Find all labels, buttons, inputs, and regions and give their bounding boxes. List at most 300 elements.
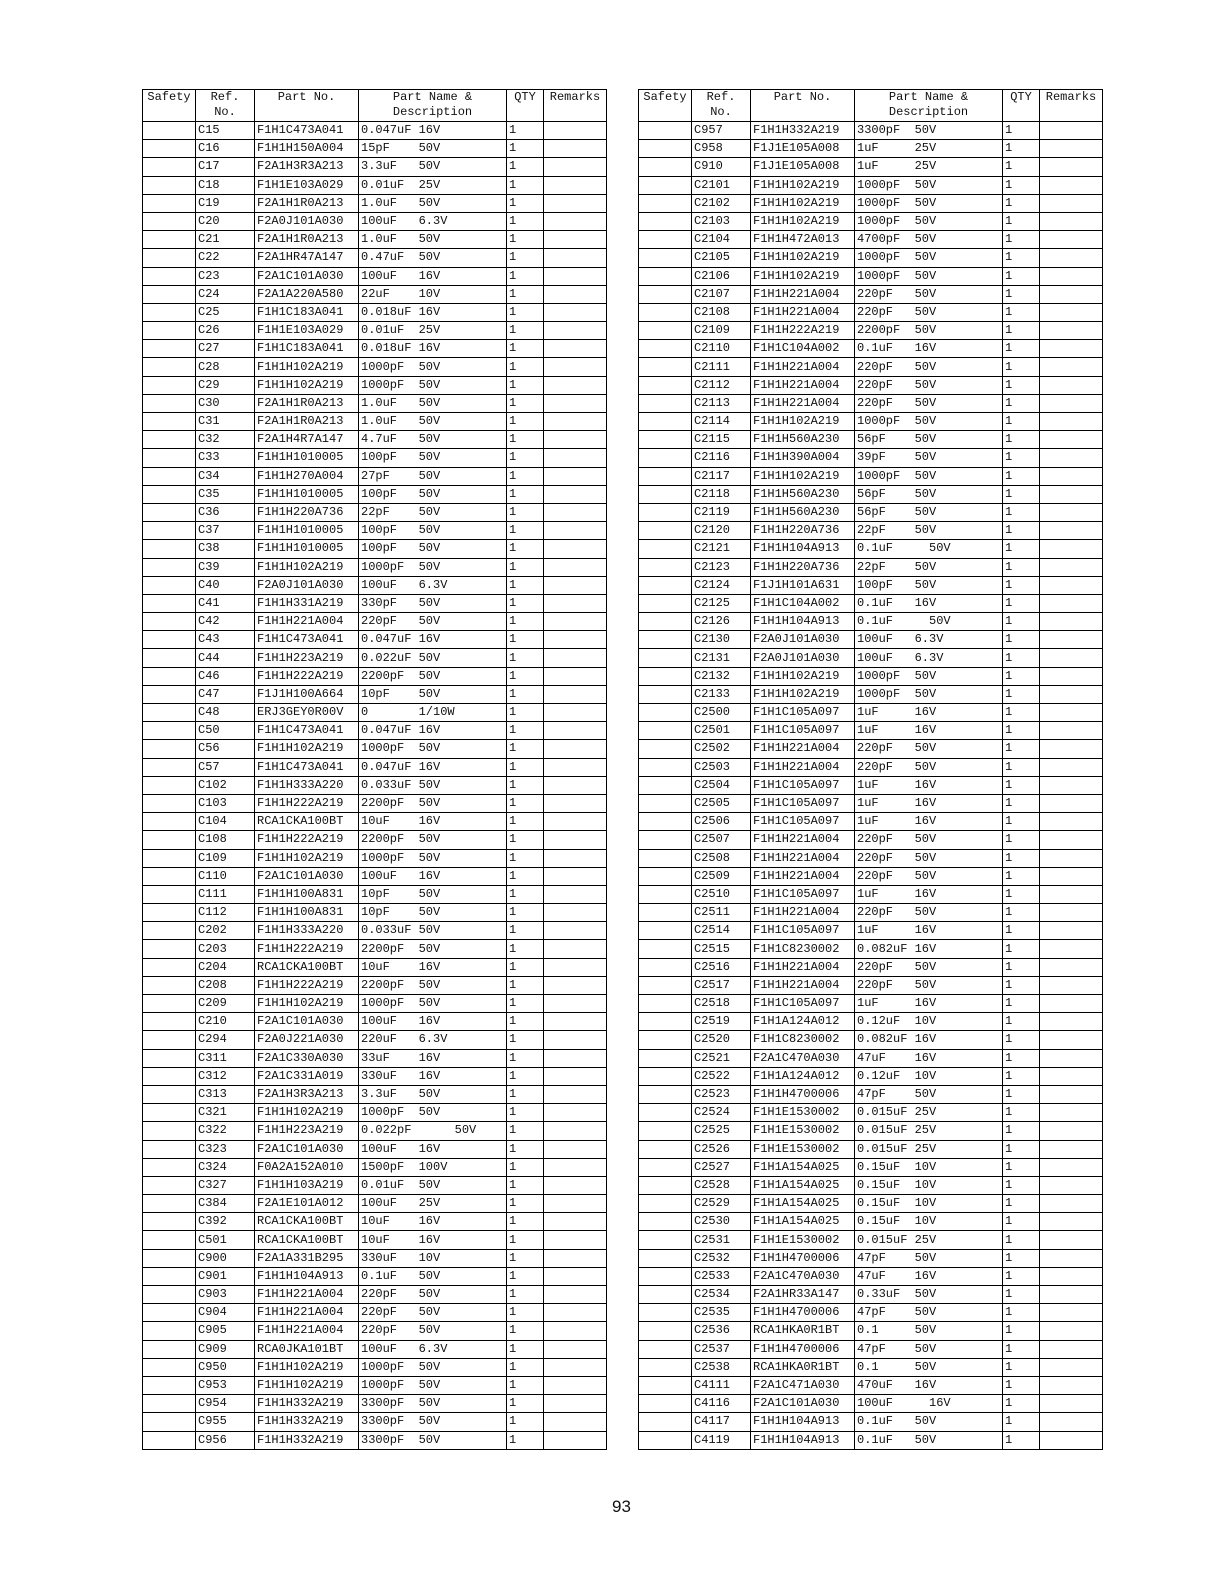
cell-part-name: 3300pF 50V <box>359 1413 507 1431</box>
cell-ref-no: C2104 <box>692 231 751 249</box>
cell-qty: 1 <box>1003 794 1040 812</box>
cell-part-name: 0.15uF 10V <box>855 1213 1003 1231</box>
cell-part-no: F1H1H332A219 <box>255 1431 359 1449</box>
cell-part-no: F1H1H221A004 <box>751 358 855 376</box>
cell-part-no: F1H1H102A219 <box>255 1104 359 1122</box>
cell-ref-no: C18 <box>196 176 255 194</box>
cell-ref-no: C392 <box>196 1213 255 1231</box>
cell-part-name: 1.0uF 50V <box>359 231 507 249</box>
cell-safety <box>143 1358 196 1376</box>
header-part-name: Part Name & Description <box>359 90 507 122</box>
table-row <box>143 1140 607 1158</box>
table-row <box>639 413 1103 431</box>
cell-remarks <box>1040 704 1103 722</box>
cell-part-name: 220pF 50V <box>855 758 1003 776</box>
cell-part-no: F2A1H1R0A213 <box>255 231 359 249</box>
cell-qty: 1 <box>1003 685 1040 703</box>
cell-ref-no: C324 <box>196 1158 255 1176</box>
cell-part-name: 47pF 50V <box>855 1249 1003 1267</box>
cell-part-no: F1H1H333A220 <box>255 776 359 794</box>
cell-part-name: 220pF 50V <box>855 976 1003 994</box>
cell-remarks <box>1040 867 1103 885</box>
cell-remarks <box>1040 758 1103 776</box>
cell-qty: 1 <box>1003 467 1040 485</box>
cell-ref-no: C322 <box>196 1122 255 1140</box>
cell-remarks <box>544 1322 607 1340</box>
cell-ref-no: C2507 <box>692 831 751 849</box>
cell-part-name: 100uF 6.3V <box>359 1340 507 1358</box>
cell-ref-no: C27 <box>196 340 255 358</box>
cell-remarks <box>544 1304 607 1322</box>
cell-qty: 1 <box>507 667 544 685</box>
cell-safety <box>143 976 196 994</box>
cell-remarks <box>1040 231 1103 249</box>
table-row <box>639 249 1103 267</box>
table-row <box>143 1195 607 1213</box>
cell-ref-no: C327 <box>196 1176 255 1194</box>
cell-ref-no: C2107 <box>692 285 751 303</box>
table-row <box>639 1013 1103 1031</box>
cell-qty: 1 <box>507 1431 544 1449</box>
cell-part-no: F1H1C105A097 <box>751 776 855 794</box>
cell-ref-no: C2529 <box>692 1195 751 1213</box>
cell-remarks <box>1040 576 1103 594</box>
cell-ref-no: C311 <box>196 1049 255 1067</box>
cell-part-name: 220pF 50V <box>359 1304 507 1322</box>
cell-part-name: 100pF 50V <box>359 522 507 540</box>
cell-safety <box>143 1176 196 1194</box>
cell-safety <box>639 922 692 940</box>
cell-safety <box>639 685 692 703</box>
table-row <box>639 885 1103 903</box>
cell-ref-no: C2503 <box>692 758 751 776</box>
cell-safety <box>639 176 692 194</box>
cell-safety <box>639 631 692 649</box>
cell-part-name: 0.12uF 10V <box>855 1013 1003 1031</box>
cell-safety <box>639 1231 692 1249</box>
cell-part-name: 0.018uF 16V <box>359 303 507 321</box>
cell-ref-no: C50 <box>196 722 255 740</box>
cell-safety <box>639 1195 692 1213</box>
cell-remarks <box>1040 485 1103 503</box>
cell-part-no: F1H1H560A230 <box>751 503 855 521</box>
table-row <box>639 995 1103 1013</box>
cell-remarks <box>544 522 607 540</box>
cell-qty: 1 <box>1003 413 1040 431</box>
cell-ref-no: C102 <box>196 776 255 794</box>
cell-remarks <box>1040 122 1103 140</box>
cell-remarks <box>1040 558 1103 576</box>
cell-ref-no: C48 <box>196 704 255 722</box>
cell-part-no: F1H1H102A219 <box>255 558 359 576</box>
cell-part-name: 0.015uF 25V <box>855 1231 1003 1249</box>
cell-qty: 1 <box>1003 431 1040 449</box>
cell-part-no: F1H1H102A219 <box>255 376 359 394</box>
cell-part-no: F1H1H1010005 <box>255 449 359 467</box>
cell-qty: 1 <box>507 467 544 485</box>
cell-remarks <box>1040 1358 1103 1376</box>
cell-remarks <box>544 194 607 212</box>
cell-part-name: 1000pF 50V <box>359 740 507 758</box>
cell-safety <box>143 267 196 285</box>
cell-part-no: F1H1H102A219 <box>751 249 855 267</box>
cell-part-no: RCA1CKA100BT <box>255 1231 359 1249</box>
cell-remarks <box>1040 194 1103 212</box>
table-row <box>143 1013 607 1031</box>
cell-part-name: 0.1uF 50V <box>855 1413 1003 1431</box>
cell-qty: 1 <box>507 1013 544 1031</box>
cell-remarks <box>544 849 607 867</box>
cell-remarks <box>1040 849 1103 867</box>
cell-part-name: 220pF 50V <box>855 285 1003 303</box>
cell-qty: 1 <box>1003 1267 1040 1285</box>
cell-qty: 1 <box>1003 958 1040 976</box>
cell-ref-no: C22 <box>196 249 255 267</box>
cell-qty: 1 <box>507 976 544 994</box>
cell-part-name: 1uF 16V <box>855 813 1003 831</box>
cell-qty: 1 <box>1003 1322 1040 1340</box>
cell-part-no: F1H1H102A219 <box>751 212 855 230</box>
table-row <box>143 922 607 940</box>
cell-part-no: F1H1H104A913 <box>751 613 855 631</box>
cell-part-name: 10uF 16V <box>359 1231 507 1249</box>
cell-safety <box>143 867 196 885</box>
cell-part-no: F2A1H4R7A147 <box>255 431 359 449</box>
cell-safety <box>639 1358 692 1376</box>
cell-part-name: 3300pF 50V <box>359 1395 507 1413</box>
cell-part-no: F1H1H332A219 <box>751 122 855 140</box>
table-row <box>143 813 607 831</box>
table-row <box>143 285 607 303</box>
cell-qty: 1 <box>507 1104 544 1122</box>
cell-remarks <box>544 1340 607 1358</box>
cell-remarks <box>1040 449 1103 467</box>
table-row <box>143 1249 607 1267</box>
cell-remarks <box>1040 1286 1103 1304</box>
cell-ref-no: C2522 <box>692 1067 751 1085</box>
cell-ref-no: C2534 <box>692 1286 751 1304</box>
table-row <box>143 431 607 449</box>
cell-safety <box>639 1304 692 1322</box>
cell-remarks <box>1040 267 1103 285</box>
cell-part-name: 1uF 16V <box>855 704 1003 722</box>
cell-part-no: F1H1H100A831 <box>255 885 359 903</box>
cell-safety <box>639 867 692 885</box>
cell-part-no: F2A1H1R0A213 <box>255 394 359 412</box>
cell-safety <box>143 849 196 867</box>
cell-part-no: F1H1H102A219 <box>751 194 855 212</box>
table-row <box>639 958 1103 976</box>
cell-safety <box>639 1067 692 1085</box>
cell-safety <box>639 976 692 994</box>
cell-safety <box>639 394 692 412</box>
cell-ref-no: C900 <box>196 1249 255 1267</box>
cell-ref-no: C2517 <box>692 976 751 994</box>
cell-qty: 1 <box>1003 1304 1040 1322</box>
header-ref-no: Ref. No. <box>196 90 255 122</box>
cell-safety <box>639 340 692 358</box>
cell-safety <box>143 1067 196 1085</box>
table-row <box>143 722 607 740</box>
cell-safety <box>639 231 692 249</box>
cell-qty: 1 <box>1003 1031 1040 1049</box>
cell-qty: 1 <box>1003 831 1040 849</box>
cell-remarks <box>1040 1395 1103 1413</box>
table-row <box>143 867 607 885</box>
cell-qty: 1 <box>1003 1395 1040 1413</box>
cell-part-name: 220uF 6.3V <box>359 1031 507 1049</box>
cell-ref-no: C2115 <box>692 431 751 449</box>
cell-part-name: 1uF 16V <box>855 794 1003 812</box>
cell-qty: 1 <box>507 1195 544 1213</box>
cell-remarks <box>1040 1413 1103 1431</box>
cell-part-no: F1H1E1530002 <box>751 1122 855 1140</box>
cell-part-name: 330uF 16V <box>359 1067 507 1085</box>
cell-safety <box>639 376 692 394</box>
cell-remarks <box>1040 376 1103 394</box>
cell-part-name: 39pF 50V <box>855 449 1003 467</box>
table-row <box>639 740 1103 758</box>
parts-table-body-left <box>143 122 607 1450</box>
cell-part-no: F1H1H102A219 <box>255 1358 359 1376</box>
cell-qty: 1 <box>1003 976 1040 994</box>
cell-ref-no: C2524 <box>692 1104 751 1122</box>
cell-part-name: 0.082uF 16V <box>855 1031 1003 1049</box>
cell-ref-no: C2101 <box>692 176 751 194</box>
cell-qty: 1 <box>507 358 544 376</box>
cell-part-name: 0.022pF 50V <box>359 1122 507 1140</box>
table-row <box>143 1213 607 1231</box>
cell-remarks <box>1040 1231 1103 1249</box>
cell-part-no: F1H1H1010005 <box>255 485 359 503</box>
cell-safety <box>143 813 196 831</box>
cell-qty: 1 <box>507 685 544 703</box>
table-row <box>639 1431 1103 1449</box>
cell-part-no: F1H1C105A097 <box>751 813 855 831</box>
cell-part-name: 220pF 50V <box>855 958 1003 976</box>
table-header-row <box>143 90 607 122</box>
cell-safety <box>143 249 196 267</box>
cell-part-no: F1H1H222A219 <box>255 940 359 958</box>
cell-part-no: F1H1H221A004 <box>751 958 855 976</box>
cell-qty: 1 <box>507 1322 544 1340</box>
cell-remarks <box>544 467 607 485</box>
cell-remarks <box>544 1122 607 1140</box>
cell-part-no: F2A1H1R0A213 <box>255 413 359 431</box>
table-row <box>639 376 1103 394</box>
table-row <box>143 1104 607 1122</box>
cell-ref-no: C56 <box>196 740 255 758</box>
table-row <box>143 212 607 230</box>
cell-remarks <box>544 303 607 321</box>
cell-safety <box>639 1176 692 1194</box>
cell-remarks <box>1040 212 1103 230</box>
cell-part-no: F1H1H222A219 <box>255 831 359 849</box>
cell-part-name: 3300pF 50V <box>855 122 1003 140</box>
table-row <box>639 794 1103 812</box>
cell-qty: 1 <box>1003 594 1040 612</box>
cell-remarks <box>544 212 607 230</box>
cell-remarks <box>544 667 607 685</box>
cell-safety <box>143 1031 196 1049</box>
cell-safety <box>639 431 692 449</box>
table-row <box>639 522 1103 540</box>
cell-part-name: 1000pF 50V <box>855 176 1003 194</box>
cell-part-name: 0.047uF 16V <box>359 631 507 649</box>
table-row <box>143 1413 607 1431</box>
cell-remarks <box>544 776 607 794</box>
cell-ref-no: C955 <box>196 1413 255 1431</box>
cell-qty: 1 <box>1003 522 1040 540</box>
cell-qty: 1 <box>1003 1358 1040 1376</box>
cell-remarks <box>1040 1376 1103 1394</box>
cell-qty: 1 <box>507 1376 544 1394</box>
cell-qty: 1 <box>507 1249 544 1267</box>
cell-part-no: F1H1H223A219 <box>255 1122 359 1140</box>
cell-qty: 1 <box>507 540 544 558</box>
cell-qty: 1 <box>507 922 544 940</box>
cell-remarks <box>1040 995 1103 1013</box>
table-row <box>639 558 1103 576</box>
header-qty: QTY <box>1003 90 1040 122</box>
table-row <box>143 194 607 212</box>
cell-remarks <box>544 140 607 158</box>
cell-ref-no: C25 <box>196 303 255 321</box>
cell-ref-no: C2103 <box>692 212 751 230</box>
cell-safety <box>143 431 196 449</box>
cell-ref-no: C2110 <box>692 340 751 358</box>
cell-safety <box>639 485 692 503</box>
table-row <box>143 376 607 394</box>
cell-safety <box>143 140 196 158</box>
cell-ref-no: C30 <box>196 394 255 412</box>
cell-safety <box>143 776 196 794</box>
cell-ref-no: C2532 <box>692 1249 751 1267</box>
cell-part-name: 1uF 16V <box>855 722 1003 740</box>
cell-safety <box>143 794 196 812</box>
cell-part-no: F2A1HR33A147 <box>751 1286 855 1304</box>
cell-remarks <box>1040 431 1103 449</box>
cell-ref-no: C19 <box>196 194 255 212</box>
cell-part-no: F1H1C105A097 <box>751 794 855 812</box>
cell-qty: 1 <box>507 1231 544 1249</box>
table-row <box>639 467 1103 485</box>
cell-ref-no: C17 <box>196 158 255 176</box>
cell-remarks <box>1040 1122 1103 1140</box>
table-row <box>143 1031 607 1049</box>
cell-qty: 1 <box>1003 631 1040 649</box>
cell-qty: 1 <box>507 158 544 176</box>
cell-qty: 1 <box>1003 576 1040 594</box>
cell-part-name: 0.01uF 25V <box>359 322 507 340</box>
table-row <box>143 503 607 521</box>
table-row <box>639 267 1103 285</box>
cell-ref-no: C202 <box>196 922 255 940</box>
cell-ref-no: C2121 <box>692 540 751 558</box>
table-row <box>639 1195 1103 1213</box>
cell-qty: 1 <box>507 1340 544 1358</box>
cell-part-no: F2A1A331B295 <box>255 1249 359 1267</box>
parts-table-body-right <box>639 122 1103 1450</box>
cell-qty: 1 <box>507 613 544 631</box>
cell-qty: 1 <box>1003 649 1040 667</box>
cell-part-no: F1H1H222A219 <box>751 322 855 340</box>
cell-part-name: 0.015uF 25V <box>855 1122 1003 1140</box>
cell-remarks <box>544 831 607 849</box>
cell-part-no: F1H1H4700006 <box>751 1340 855 1358</box>
cell-safety <box>143 376 196 394</box>
cell-remarks <box>1040 904 1103 922</box>
cell-safety <box>143 685 196 703</box>
cell-remarks <box>544 1286 607 1304</box>
cell-remarks <box>544 631 607 649</box>
cell-part-name: 0.047uF 16V <box>359 122 507 140</box>
cell-qty: 1 <box>1003 667 1040 685</box>
cell-part-no: RCA0JKA101BT <box>255 1340 359 1358</box>
cell-qty: 1 <box>507 794 544 812</box>
cell-ref-no: C2111 <box>692 358 751 376</box>
cell-ref-no: C104 <box>196 813 255 831</box>
cell-part-no: F2A0J101A030 <box>255 576 359 594</box>
cell-qty: 1 <box>507 722 544 740</box>
cell-part-no: F1H1H221A004 <box>751 904 855 922</box>
cell-part-no: F1H1H221A004 <box>255 1304 359 1322</box>
cell-remarks <box>544 322 607 340</box>
cell-part-name: 3.3uF 50V <box>359 1085 507 1103</box>
cell-part-name: 100uF 6.3V <box>359 576 507 594</box>
cell-part-no: F1H1H270A004 <box>255 467 359 485</box>
cell-part-no: F2A1H1R0A213 <box>255 194 359 212</box>
cell-safety <box>639 285 692 303</box>
table-row <box>639 758 1103 776</box>
table-row <box>639 322 1103 340</box>
cell-ref-no: C2132 <box>692 667 751 685</box>
cell-qty: 1 <box>507 558 544 576</box>
cell-part-no: F1H1H390A004 <box>751 449 855 467</box>
header-part-no: Part No. <box>255 90 359 122</box>
table-row <box>639 1067 1103 1085</box>
cell-part-no: F1H1H222A219 <box>255 794 359 812</box>
cell-remarks <box>1040 958 1103 976</box>
table-row <box>639 813 1103 831</box>
cell-remarks <box>544 1067 607 1085</box>
cell-ref-no: C32 <box>196 431 255 449</box>
cell-safety <box>143 1049 196 1067</box>
cell-qty: 1 <box>1003 1104 1040 1122</box>
cell-qty: 1 <box>507 704 544 722</box>
cell-ref-no: C39 <box>196 558 255 576</box>
table-row <box>143 1085 607 1103</box>
cell-part-no: F2A1C101A030 <box>751 1395 855 1413</box>
cell-part-name: 0.01uF 25V <box>359 176 507 194</box>
cell-qty: 1 <box>507 1267 544 1285</box>
cell-remarks <box>544 722 607 740</box>
cell-ref-no: C16 <box>196 140 255 158</box>
cell-part-name: 220pF 50V <box>359 1286 507 1304</box>
cell-qty: 1 <box>1003 995 1040 1013</box>
cell-qty: 1 <box>507 867 544 885</box>
cell-ref-no: C42 <box>196 613 255 631</box>
cell-part-name: 47pF 50V <box>855 1304 1003 1322</box>
cell-ref-no: C956 <box>196 1431 255 1449</box>
cell-safety <box>143 322 196 340</box>
table-row <box>639 158 1103 176</box>
cell-part-name: 0.1uF 16V <box>855 340 1003 358</box>
cell-part-name: 22pF 50V <box>855 558 1003 576</box>
cell-qty: 1 <box>1003 249 1040 267</box>
cell-qty: 1 <box>507 1067 544 1085</box>
cell-qty: 1 <box>1003 722 1040 740</box>
